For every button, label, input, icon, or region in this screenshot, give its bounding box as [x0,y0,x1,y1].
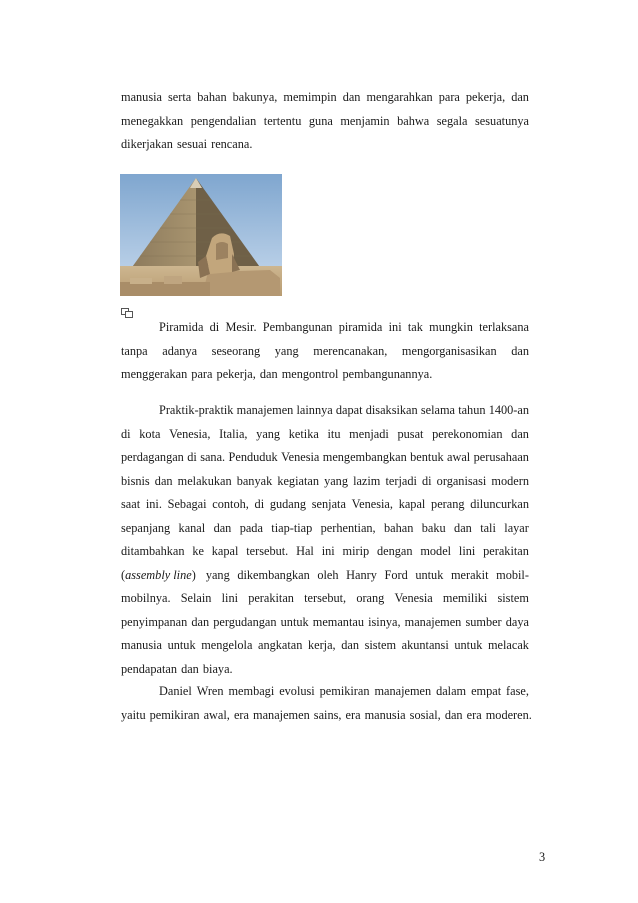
text-line [121,540,529,564]
word: memantau [312,614,364,629]
word: sistem [497,591,529,605]
text-line [121,340,529,364]
word: perang [431,497,465,511]
word: di [422,473,432,488]
word: kanal [178,520,206,535]
word: orang [356,591,385,605]
word: evolusi [279,684,315,698]
word: perakitan [248,591,294,605]
word: kegiatan [277,473,319,488]
word: tanpa [121,343,148,358]
word: saat [121,497,141,511]
word: para [438,90,460,104]
word: bentuk [410,450,444,464]
word: kota [139,426,161,441]
word: lainnya [296,403,333,417]
word: sana. [200,450,226,464]
word: serta [168,90,192,104]
text-line [121,316,529,340]
word: diluncurkan [470,497,529,511]
word: sumber [465,614,502,629]
word: Venesia [281,450,320,464]
word: dan [454,520,472,535]
word: dan [342,90,361,104]
word: dan [511,426,529,441]
word: angkatan [258,638,303,652]
word: dan [511,343,529,358]
word: seseorang [211,343,261,358]
word: mengarahkan [366,90,433,104]
text-line [121,86,529,110]
word: mobilnya. [121,591,171,605]
word: sepanjang [121,520,171,535]
word: pekerja, [465,90,506,104]
word: baku [421,520,446,535]
word: bakunya, [232,90,278,104]
text-line: yaitu pemikiran awal, era manajemen sains, era manusia sosial, dan era moderen. [121,707,532,722]
word: dalam [436,684,467,698]
word: menjadi [349,426,389,441]
word: menegakkan [121,113,184,128]
word: mengelola [201,638,253,652]
text-line [121,587,529,611]
word: segala [436,113,468,128]
word: Praktik-praktik [159,403,234,417]
word: mobil- [496,567,529,582]
text-line [121,680,529,704]
text-line [121,517,529,541]
text-line: pendapatan dan biaya. [121,661,233,676]
word: dan [511,90,529,104]
word: disaksikan [365,403,418,417]
word: Pembangunan [262,320,333,334]
word: isinya, [368,614,401,629]
word: mungkin [429,320,473,334]
word: di [121,426,131,441]
word: ke [192,544,204,558]
word: ini [321,544,335,558]
word: pusat [397,426,424,441]
word: Penduduk [228,450,278,464]
word: manajemen [374,684,432,698]
word: Sebagai [167,497,207,511]
word: yang [205,567,230,582]
text-line: menggerakan para pekerja, dan mengontrol pembangunannya. [121,367,433,381]
word: dapat [335,403,363,417]
text-line-italic [121,564,529,588]
word: tiap-tiap [271,520,313,535]
word: dan [341,638,359,652]
word: untuk [415,567,444,582]
word: manajemen [236,403,294,417]
word: bahan [197,90,227,104]
word: yang [274,343,299,358]
word: lini [458,544,476,558]
word: di [254,497,265,511]
word: Venesia, [169,426,211,441]
word: Italia, [219,426,248,441]
word: lazim [353,473,381,488]
word: terjadi [385,473,417,488]
word: yang [256,426,281,441]
word: kerja, [307,638,336,652]
word: menjamin [340,113,390,128]
word: bahwa [397,113,430,128]
word: ini [388,320,402,334]
word: ini. [145,497,162,511]
word: tahun [458,403,486,417]
word: kapal [211,544,239,558]
word: bisnis [121,473,150,488]
word: dikembangkan [237,567,310,582]
word: mirip [342,544,370,558]
word: piramida [338,320,383,334]
word: terlaksana [479,320,529,334]
word: manajemen [404,614,462,629]
text-line: dikerjakan sesuai rencana. [121,137,253,151]
assembly-line-term: (assembly line) [121,567,196,582]
word: tertentu [263,113,302,128]
word: perhentian, [320,520,376,535]
word: pergudangan [213,614,277,629]
word: memiliki [442,591,488,605]
word: awal [447,450,471,464]
word: senjata [311,497,346,511]
text-line [121,493,529,517]
word: perekonomian [432,426,503,441]
word: untuk [454,638,483,652]
word: pada [239,520,263,535]
word: contoh, [212,497,249,511]
text-line [121,634,529,658]
text-line [121,399,529,423]
word: merakit [450,567,489,582]
word: memimpin [283,90,337,104]
word: melacak [487,638,529,652]
word: perdagangan [121,450,184,464]
word: adanya [162,343,198,358]
word: Ford [384,567,408,582]
word: tersebut, [304,591,347,605]
word: manusia [121,90,162,104]
picture-caption-icon [121,305,133,315]
word: dan [191,614,210,629]
word: gudang [269,497,307,511]
word: oleh [317,567,339,582]
word: sesuatunya [475,113,529,128]
word: perakitan [483,544,529,558]
word: untuk [280,614,309,629]
word: empat [471,684,502,698]
text-line [121,446,529,470]
text-line [121,110,529,134]
word: merencanakan, [313,343,388,358]
text-line-rest [206,564,529,588]
word: Venesia, [351,497,393,511]
word: Piramida [159,320,204,334]
word: selama [420,403,455,417]
word: Hanry [346,567,377,582]
word: mengorganisasikan [401,343,497,358]
word: melakukan [177,473,232,488]
word: yang [324,473,348,488]
word: Daniel [159,684,192,698]
word: sistem [364,638,397,652]
word: pengendalian [190,113,257,128]
paragraph-wren [121,680,532,727]
paragraph-top [121,86,529,157]
word: dan [154,473,173,488]
word: membagi [228,684,275,698]
word: penyimpanan [121,614,188,629]
word: untuk [167,638,196,652]
word: itu [327,426,341,441]
word: Mesir. [225,320,257,334]
word: daya [505,614,529,629]
word: tali [480,520,496,535]
pyramid-and-sphinx-photo [120,174,282,296]
word: ketika [288,426,319,441]
word: akuntansi [401,638,449,652]
word: lini [221,591,239,605]
word: ditambahkan [121,544,185,558]
word: model [420,544,452,558]
word: dan [213,520,232,535]
word: Venesia [394,591,433,605]
text-line [121,611,529,635]
text-line [121,470,529,494]
word: pemikiran [319,684,370,698]
word: layar [504,520,529,535]
word: kapal [398,497,426,511]
caption-paragraph [121,316,529,387]
word: guna [308,113,333,128]
word: banyak [236,473,273,488]
word: di [209,320,220,334]
word: tersebut. [246,544,289,558]
word: tak [407,320,423,334]
text-line [121,423,529,447]
word: perusahaan [473,450,529,464]
word: Selain [180,591,212,605]
word: Wren [196,684,224,698]
word: di [187,450,197,464]
word: fase, [506,684,529,698]
word: bahan [384,520,414,535]
word: dengan [376,544,413,558]
word: 1400-an [488,403,529,417]
word: mengembangkan [322,450,407,464]
word: Hal [296,544,314,558]
paragraph-venice [121,399,529,681]
word: modern [491,473,529,488]
word: organisasi [436,473,487,488]
word: manusia [121,638,162,652]
page-number: 3 [539,850,546,864]
